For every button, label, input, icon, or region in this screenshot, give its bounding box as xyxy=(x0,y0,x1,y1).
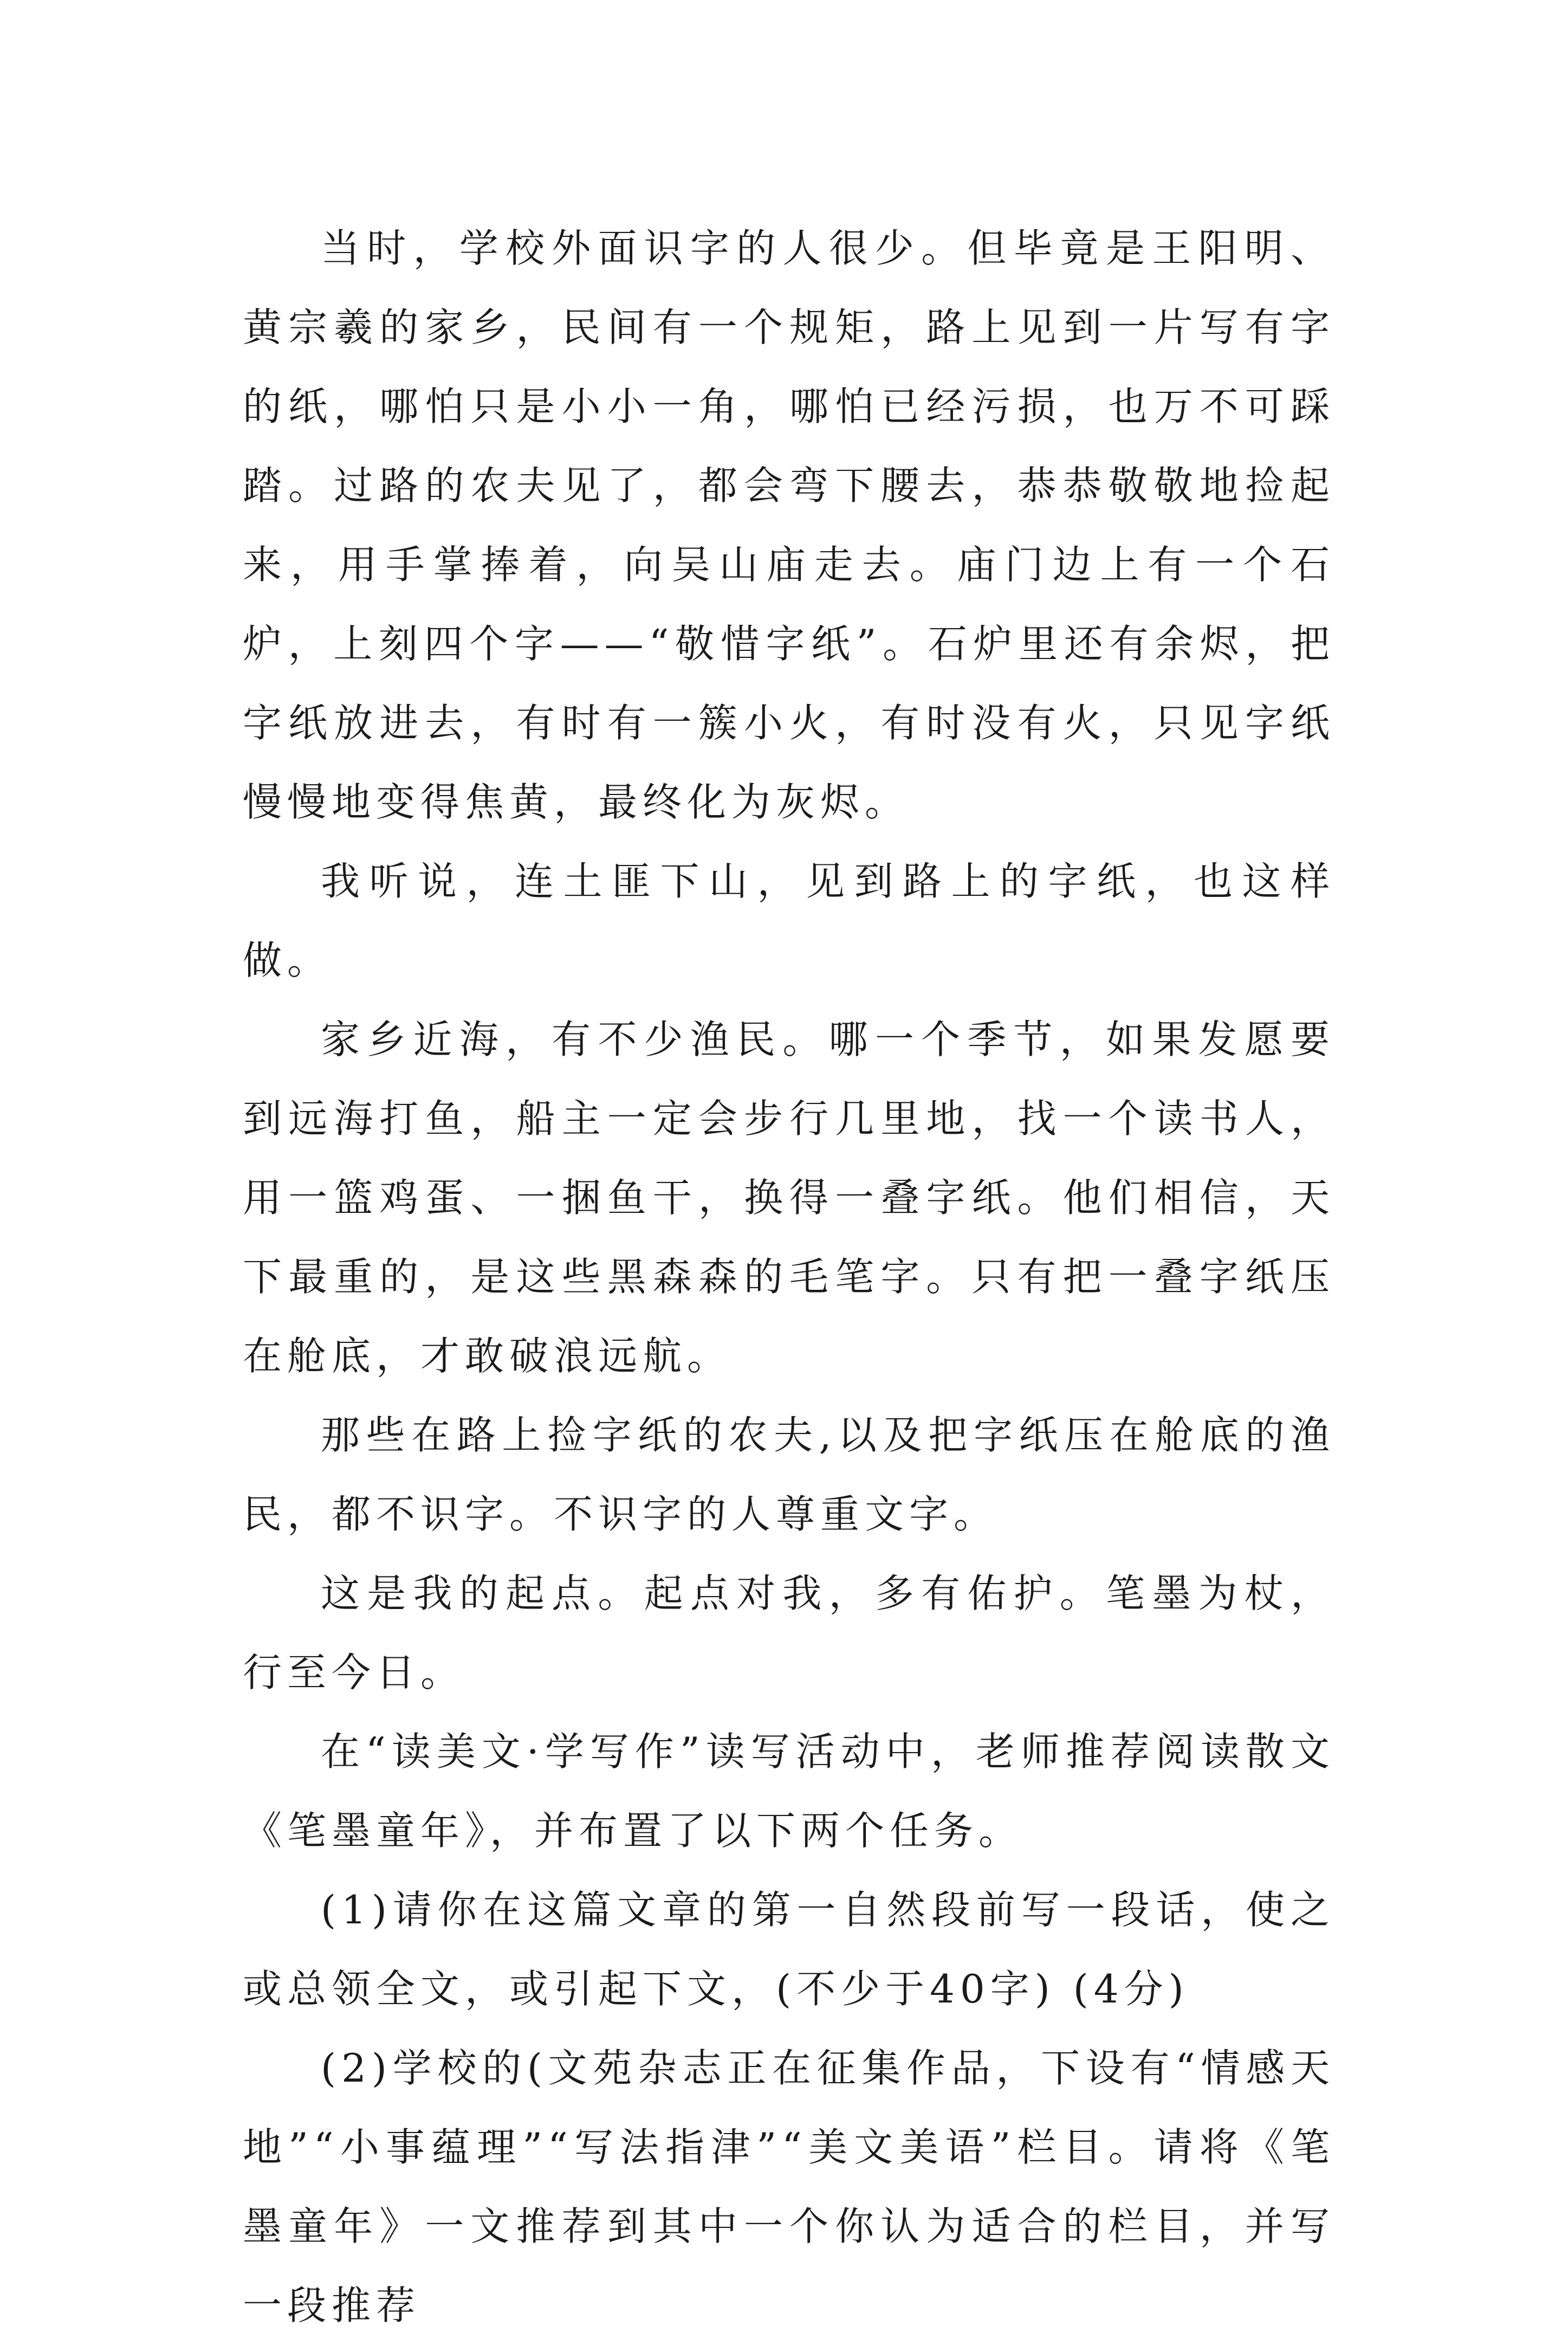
paragraph-tufei: 我听说，连土匪下山，见到路上的字纸，也这样做。 xyxy=(243,858,1335,983)
document-body xyxy=(243,209,1335,2345)
paragraph-wenzi-jingxi: 当时，学校外面识字的人很少。但毕竟是王阳明、黄宗羲的家乡，民间有一个规矩，路上见到一片写有字的纸，哪怕只是小小一角，哪怕已经污损，也万不可踩踏。过路的农夫见了，都会弯下腰去，恭恭敬敬地捡起来，用手掌捧着，向吴山庙走去。庙门边上有一个石炉，上刻四个字——“敬惜字纸”。石炉里还有余烬，把字纸放进去，有时有一簇小火，有时没有火，只见字纸慢慢地变得焦黄，最终化为灰烬。 xyxy=(243,225,1335,825)
paragraph-yumin: 家乡近海，有不少渔民。哪一个季节，如果发愿要到远海打鱼，船主一定会步行几里地，找一个读书人，用一篮鸡蛋、一捆鱼干，换得一叠字纸。他们相信，天下最重的，是这些黑森森的毛笔字。只有把一叠字纸压在舱底，才敢破浪远航。 xyxy=(243,1017,1335,1379)
paragraph-bushizi: 那些在路上捡字纸的农夫,以及把字纸压在舱底的渔民，都不识字。不识字的人尊重文字。 xyxy=(243,1412,1335,1537)
paragraph-task-1: (1)请你在这篇文章的第一自然段前写一段话，使之或总领全文，或引起下文，(不少于40字) (4分) xyxy=(243,1887,1335,2012)
paragraph-task-2: (2)学校的(文苑杂志正在征集作品，下设有“情感天地”“小事蕴理”“写法指津”“美文美语”栏目。请将《笔墨童年》一文推荐到其中一个你认为适合的栏目，并写一段推荐 xyxy=(243,2045,1335,2328)
paragraph-qidian: 这是我的起点。起点对我，多有佑护。笔墨为杖，行至今日。 xyxy=(243,1571,1335,1695)
paragraph-task-intro: 在“读美文·学写作”读写活动中，老师推荐阅读散文《笔墨童年》，并布置了以下两个任务。 xyxy=(243,1729,1335,1853)
